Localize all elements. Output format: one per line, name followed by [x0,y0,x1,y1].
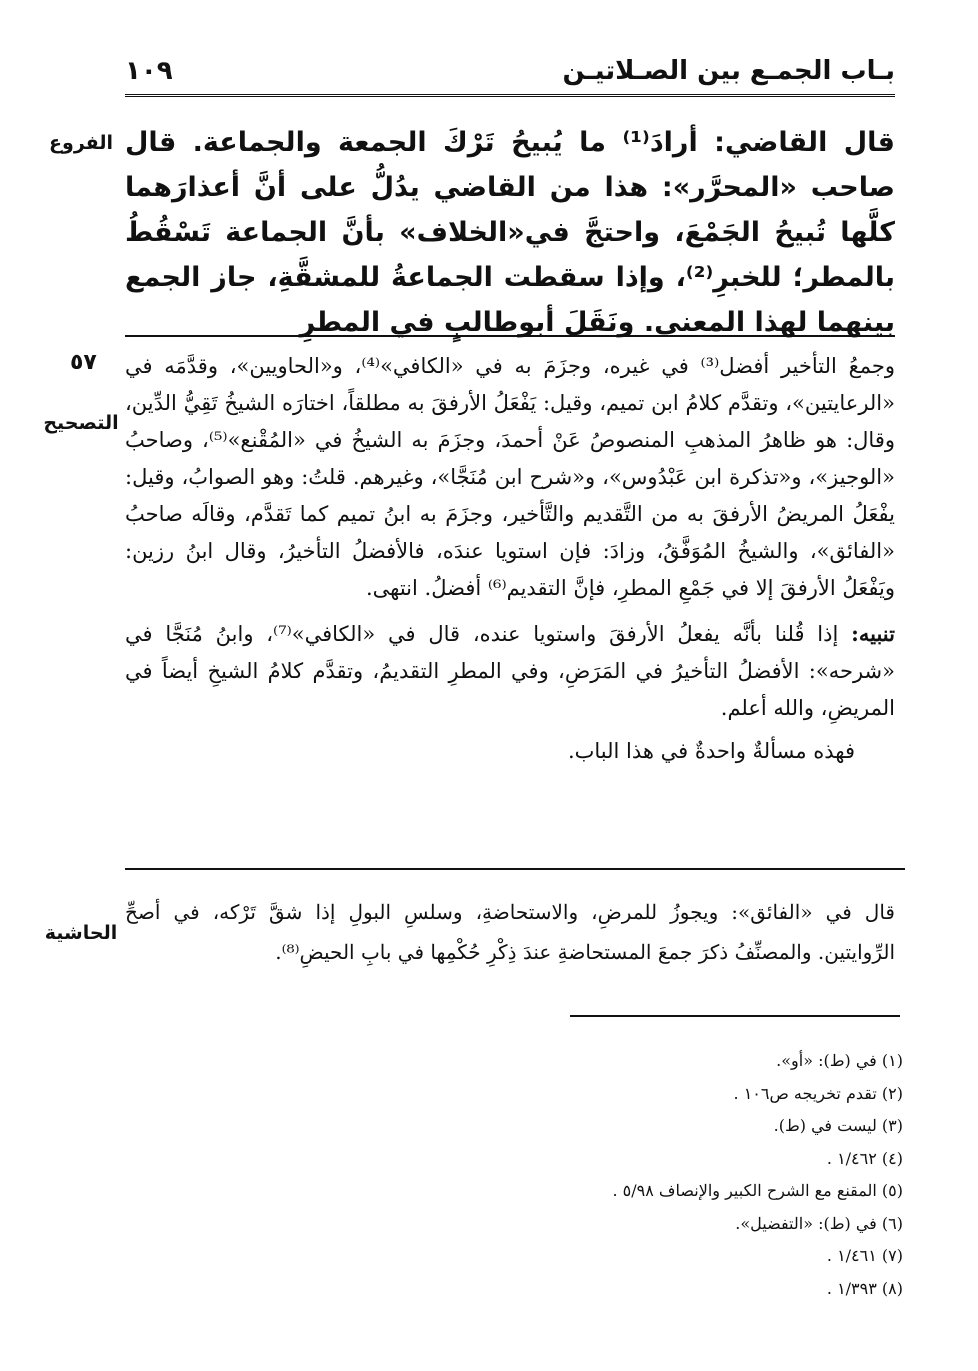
divider-line [125,335,895,337]
footnote: (٢) تقدم تخريجه ص١٠٦ . [733,1083,903,1103]
section-label-furu: الفروع [49,132,113,154]
footnote-divider [570,1015,900,1017]
chapter-title: بـاب الجمـع بين الصـلاتيـن [562,56,895,86]
footnote: (٧) ١/٤٦١ . [826,1246,903,1265]
hashia-section [125,892,895,972]
furu-text: قال القاضي: أرادَ⁽¹⁾ ما يُبيحُ تَرْكَ الجمعة والجماعة. قال صاحب «المحرَّر»: هذا من القاضي يدُلُّ على أنَّ أعذارَهما كلَّها تُبيحُ الجَمْعَ، واحتجَّ في«الخلاف» بأنَّ الجماعة تَسْقُطُ بالمطر؛ للخبرِ⁽²⁾، وإذا سقطت الجماعةُ للمشقَّةِ، جاز الجمع بينهما لهذا المعنى. ونَقَلَ أبوطالبٍ في المطرِ [125,127,895,338]
tashih-paragraph: وجمعُ التأخير أفضل⁽³⁾ في غيره، وجزَمَ به في «الكافي»⁽⁴⁾، و«الحاويين»، وقدَّمَه في «الرعايتين»، وتقدَّم كلامُ ابن تميم، وقيل: يَفْعَلُ الأرفقَ به مطلقاً، اختارَه الشيخُ تَقِيُّ الدِّين، وقال: هو ظاهرُ المذهبِ المنصوصُ عَنْ أحمدَ، وجزَمَ به الشيخُ في «المُقْنع»⁽⁵⁾، وصاحبُ «الوجيز»، و«تذكرة ابن عَبْدُوس»، و«شرح ابن مُنَجَّا»، وغيرهم. قلتُ: وهو الصوابُ، وقيل: يفْعَلُ المريضُ الأرفقَ به من التَّقديم والتَّأخير، وجزَمَ به ابنُ تميم كما تَقدَّم، وقالَه صاحبُ «الفائق»، والشيخُ المُوَفَّقُ، وزادَ: فإن استويا عندَه، فالأفضلُ التأخيرُ، وقال ابنُ رزين: ويَفْعَلُ الأرفقَ إلا في جَمْعِ المطرِ، فإنَّ التقديم⁽⁶⁾ أفضلُ. انتهى. [125,354,896,600]
tashih-section [125,348,895,770]
footnote: (١) في (ط): «أو». [776,1051,903,1070]
tanbih-label: تنبيه: [851,621,895,646]
footnote: (٣) ليست في (ط). [773,1116,903,1135]
footnote: (٤) ١/٤٦٢ . [826,1148,903,1168]
section-label-tashih: التصحيح [43,412,119,434]
footnote: (٥) المقنع مع الشرح الكبير والإنصاف ٥/٩٨ . [612,1181,903,1200]
hashia-paragraph: قال في «الفائق»: ويجوزُ للمرضِ، والاستحاضةِ، وسلسِ البولِ إذا شقَّ تَرْكه، في أصحِّ الرِّوايتين. والمصنِّفُ ذكرَ جمعَ المستحاضةِ عندَ ذِكْرِ حُكْمِها في بابِ الحيضِ⁽⁸⁾. [125,900,895,964]
page-header [125,50,895,97]
tanbih-text: إذا قُلنا بأنَّه يفعلُ الأرفقَ واستويا عنده، قال في «الكافي»⁽⁷⁾، وابنُ مُنَجَّا في «شرحه»: الأفضلُ التأخيرُ في المَرَضِ، وفي المطرِ التقديمُ، وتقدَّم كلامُ الشيخِ أيضاً في المريضِ، والله أعلم. [125,622,895,720]
footnote: (٦) في (ط): «التفضيل». [735,1213,903,1233]
section-label-hashia: الحاشية [44,922,118,944]
page-number: ١٠٩ [125,56,173,86]
issue-number: ٥٧ [70,350,97,375]
divider-line [125,868,905,870]
furu-paragraph [125,120,895,345]
footnote: (٨) ١/٣٩٣ . [826,1278,903,1298]
closing-line: فهذه مسألةٌ واحدةٌ في هذا الباب. [567,739,855,763]
tanbih-paragraph [125,615,895,727]
footnotes [203,1045,903,1305]
